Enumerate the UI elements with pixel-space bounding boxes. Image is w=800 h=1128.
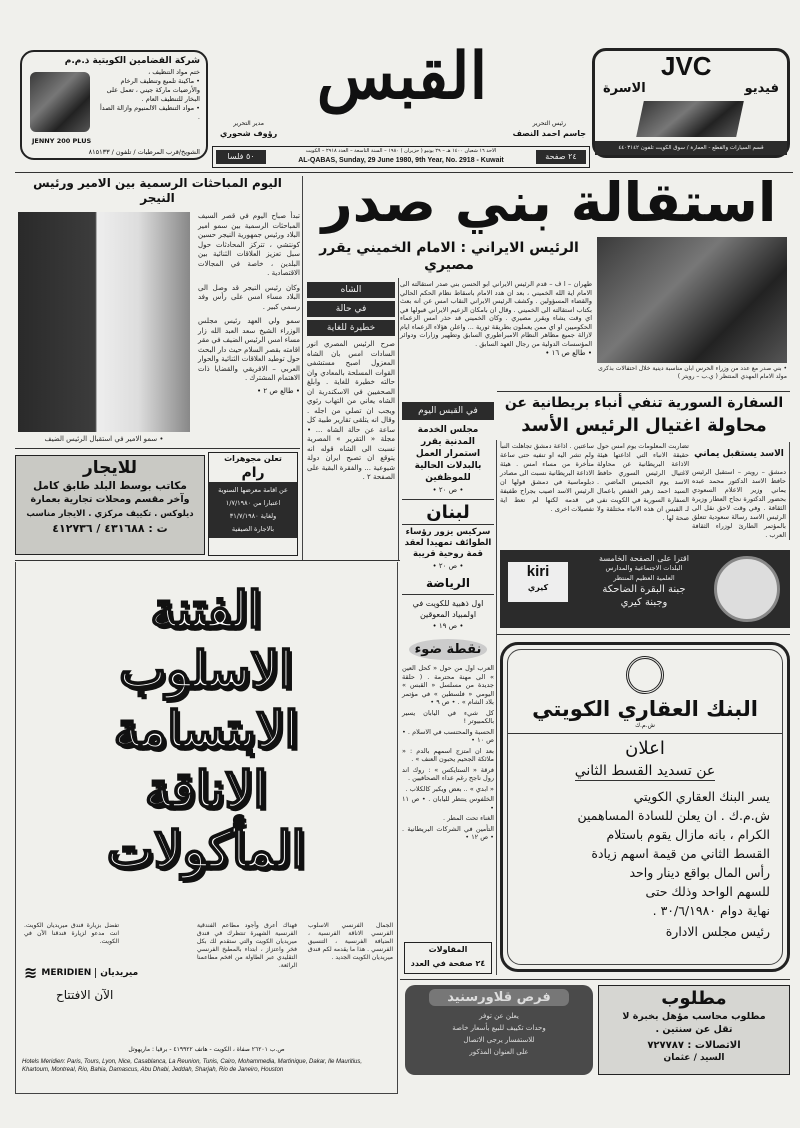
bank-body-line: القسط الثاني من قيمة اسهم زيادة	[591, 846, 770, 861]
wanted-contact: السيد / عثمان	[663, 1053, 725, 1063]
meridien-logo-en: MERIDIEN	[41, 968, 96, 978]
jewelry-line: ولغاية ٣١/٧/١٩٨٠	[229, 512, 277, 520]
cleaning-ad-contact: الشويخ/قرب المرطبات / تلفون / ٨١٥١٣٣	[88, 148, 200, 156]
jewelry-line: بالاجارة الصيفية	[231, 525, 275, 533]
today-item-page[interactable]: • ص ١٩ •	[432, 622, 464, 630]
niger-headline: اليوم المباحثات الرسمية بين الامير ورئيس النيجر	[33, 176, 282, 205]
lead-headline: استقالة بني صدر	[321, 171, 777, 234]
cleaning-ad-line: • ماكينة تلميع وتنظيف الرخام والأرضيات ماركة جيني ، تعمل على البخار للتنظيف العام .	[106, 77, 200, 103]
meridien-address: ص.ب ٢٦٢٠١ صفاة ، الكويت - هاتف ٤١٩٩٢٢ - برقيا : ماريهوتل	[128, 1046, 285, 1053]
bank-body-line: يسر البنك العقاري الكويتي	[633, 789, 770, 804]
meridien-word: الفتنة	[150, 580, 262, 639]
cleaning-ad-line: ختم مواد التنظيف ،	[148, 68, 200, 76]
bank-body-line: ش.م.ك . ان يعلن للسادة المساهمين	[577, 808, 770, 823]
dark-ad-line: يعلن عن توفر	[479, 1012, 519, 1020]
meridien-col3: الجمال الفرنسي الاسلوب الفرنسي الاناقة الفرنسية ، الضيافة الفرنسية ، التنسيق الفرنسي . هذا ما يقدمه لكم فندق ميريديان الكويت الجديد .	[308, 922, 393, 961]
price-badge: ٥٠ فلسا	[216, 150, 266, 164]
niger-photo	[18, 212, 190, 432]
today-column	[402, 402, 494, 844]
jvc-ad	[592, 48, 790, 158]
dark-ad-line: وحدات تكييف للبيع بأسعار خاصة	[452, 1024, 546, 1032]
wanted-ad	[598, 985, 790, 1075]
today-item-page[interactable]: • ص ٢٠ •	[432, 562, 464, 570]
jewelry-ad	[208, 452, 298, 556]
syria-col1: تضاربت المعلومات يوم امس حول حقيقة الانباء التي اذاعتها هيئة الاذاعة البريطانية عن محاولة لاغتيال الرئيس السوري حافظ الاسد يوم الخميس الماضي . السيد احمد زهير الغفص باعمال السفارة السورية في الكويت نفى لـ القبس ان هذه الانباء مختلقة ولا صحة لها .	[597, 442, 689, 522]
date-arabic: الاحد ١٦ شعبان ١٤٠٠ هـ – ٢٩ يونيو ( حزيران ) ١٩٨٠ – السنة التاسعة – العدد ٢٩١٨ – الكويت	[305, 148, 497, 154]
wanted-line: تقل عن سنتين .	[655, 1024, 733, 1035]
cleaning-ad	[20, 50, 208, 160]
contents-pages: ٢٤ صفحة في العدد	[410, 959, 486, 968]
today-item-title: اول ذهبية للكويت في اولمبياد المعوقين	[412, 599, 484, 619]
bank-name: البنك العقاري الكويتي	[532, 697, 758, 721]
wanted-line: مطلوب محاسب مؤهل بخبرة لا	[622, 1011, 766, 1022]
masthead-logo: القبس	[316, 39, 488, 114]
today-item-title: مجلس الخدمة المدنية يقرر استمرار العمل بالبدلات الحالية للموظفين	[414, 425, 482, 483]
kiri-logo-ar: كيري	[527, 583, 549, 592]
meridien-cities: Hotels Meridien: Paris, Tours, Lyon, Nice, Casablanca, La Reunion, Tunis, Cairo, Mohammedia, Martinique, Dakar, Ile Mauritius, Khartoum, Montreal, Rio, Bahia, Damascus, Abu Dhabi, Jeddah, Sharjah, Rio de Janeiro, Houston	[22, 1059, 363, 1073]
lead-body-text: طهران – ا ف – قدم الرئيس الايراني ابو الحسن بني صدر استقالته الى الامام اية الله الخميني ، بعد ان هدد الامام باسقاط نظام الحكم الحالي والقضاء المسؤولين . وكشف الرئيس الايراني النقاب امس عن انه بعث بكتاب استقالته الى الخميني . وقال ان بامكان الزعيم الايراني قبولها في اي وقت يشاء ويقرر مصيري . وكان الخميني قد حذر امس الزعماء الحكوميين او اي ممن يعملون بطريقة ثورية ... واعلن هؤلاء الزعماء ايام لازالة جميع مظاهر النظام الامبراطوري السابق وتطهير وزارات ودوائر المؤسسات الدولية من رجال العهد السابق .	[400, 280, 592, 348]
meridien-col2: فهناك أعرق وأجود مطاعم الفندقية الفرنسية الشهيرة تنتظرك في فندق ميريديان الكويت والتي ستقدم لك بكل فخر واعتزاز ، ابتداء بالمطبخ الفرنسي التقليدي عبر الطاولة من افخم مطاعمنا الرائعة.	[197, 922, 297, 969]
kiri-line: جبنة البقرة الضاحكة	[602, 584, 686, 595]
syria-side	[692, 442, 790, 540]
jvc-right-text: فيديو	[744, 81, 779, 96]
wanted-phone: الاتصالات : ٧٢٧٧٨٧	[647, 1040, 741, 1051]
managing-editor-label: مدير التحرير	[233, 120, 264, 127]
bank-heading: اعلان	[625, 738, 665, 759]
lead-continued[interactable]: • طالع ص ١٦ •	[545, 349, 592, 357]
meridien-word: الاسلوب	[119, 640, 293, 699]
spotlight-item: الحسبة والمحتسب في الاسلام . • ص ١٠ •	[402, 727, 494, 744]
bank-seal-icon	[626, 656, 664, 694]
kiri-line: البلدات الاجتماعية والمدارس	[605, 564, 683, 572]
rent-line: مكاتب بوسط البلد طابق كامل	[33, 480, 187, 492]
editor-name: جاسم احمد النصف	[512, 129, 586, 138]
meridien-word: المأكولات	[106, 820, 306, 879]
spotlight-item: بعد ان امتزج اسمهم بالدم : « ملائكة الجحيم يحبون العنف » .	[402, 746, 494, 763]
kiri-line: اقترا على الصفحة الخامسة	[599, 554, 689, 563]
spotlight-item: التأمين في الشركات البريطانية . • ص ١٢ •	[402, 824, 494, 841]
rent-line: وآخر مقسم ومحلات تجارية بعمارة	[30, 494, 190, 505]
shah-kicker: الشاه	[307, 282, 395, 298]
lead-photo	[597, 237, 787, 363]
syria-side-body: دمشق – رويتر – استقبل الرئيس حافظ الاسد الدكتور محمد عبده يماني وزير الاعلام السعودي بحضور الدكتورة نجاح العطار وزيرة الثقافة . وفي وقت لاحق نقل الى الرئيس الاسد رسالة سعودية تتعلق بالمؤتمر الطارئ لوزراء الثقافة العرب .	[692, 468, 786, 539]
managing-editor-name: رؤوف شحوري	[220, 129, 278, 138]
lead-body	[400, 280, 592, 358]
bank-ad	[500, 642, 790, 972]
dark-ad-title: فرص قلاورسنيد	[429, 989, 569, 1006]
today-label: في القبس اليوم	[402, 402, 494, 420]
jvc-left-text: الاسرة	[603, 81, 646, 96]
syria-headline-2: محاولة اغتيال الرئيس الأسد	[521, 415, 767, 436]
jewelry-title: تعلن مجوهرات	[224, 454, 282, 463]
meridien-word: الابتسامة	[113, 700, 299, 759]
meridien-word: الاناقة	[144, 760, 268, 819]
bank-sub: ش.م.ك	[508, 722, 782, 734]
kiri-line: العلمية العظيم المنتظر	[613, 573, 675, 582]
dark-ad-line: للاستفسار يرجى الاتصال	[463, 1036, 535, 1044]
cleaning-machine-image	[30, 72, 90, 132]
syria-side-title: الاسد يستقبل يماني	[694, 449, 784, 459]
meridien-logo-ar: ميريديان	[100, 968, 139, 978]
shah-body: صرح الرئيس المصري انور السادات امس بان الشاه المعزول اصبح مستشفى القوات المسلحة بالمعادي وان حالته خطيرة للغاية . وابلغ الصحفيين في الاسكندرية ان الشاه يعاني من التهاب رئوي ويجب ان تصلي من اجله . وقال انه يتلقى تقارير طبية كل ساعة عن حالة الشاه ... • مجلة « التقرير » المصرية نسبت الى الشاه قوله انه يتوقع ان تصبح ايران دولة شيوعية ... والفقرة البقية على الصفحة ٢ .	[307, 340, 395, 481]
rent-phones: ت : ٤٣١٦٨٨ / ٤١٢٧٣٦	[52, 522, 168, 535]
today-item-heading: لبنان	[402, 499, 494, 524]
rent-title: للايجار	[82, 458, 138, 478]
bank-signature: رئيس مجلس الادارة	[665, 924, 770, 939]
date-english: AL-QABAS, Sunday, 29 June 1980, 9th Year, No. 2918 - Kuwait	[298, 157, 504, 164]
kiri-line: وجبنة كيري	[620, 597, 668, 608]
meridien-logo-icon: ≋	[24, 963, 38, 982]
laughing-cow-logo	[714, 556, 780, 622]
masthead	[212, 39, 590, 170]
niger-photo-caption: • سمو الامير في استقبال الرئيس الضيف	[44, 435, 164, 443]
bank-body-line: للسهم الواحد وذلك حتى	[645, 884, 770, 899]
pages-badge: ٢٤ صفحة	[536, 150, 586, 164]
jvc-footer: قسم السيارات والقطع - العمارة / سوق الكويت تلفون ٤٤٠٣١٤٢	[595, 141, 787, 155]
spotlight-label: نقطة ضوء	[409, 639, 488, 660]
spotlight-item: كل شيء في اليابان يسير بالكمبيوتر !	[402, 708, 494, 725]
spotlight-item: العرب اول من حول « كحل العين » الى مهنة محترمة . ( حلقة جديدة من مسلسل « القبس » اليومي « فلسطين » في مؤتمر بلاد الشام » . • ص ٩ •	[402, 664, 494, 706]
shah-story	[307, 282, 395, 483]
wanted-title: مطلوب	[661, 988, 727, 1009]
rent-line: ديلوكس . تكييف مركزي . الايجار مناسب	[26, 509, 194, 519]
niger-paragraph: سمو ولي العهد رئيس مجلس الوزراء الشيخ سعد العبد الله زار مساء امس الرئيس الضيف في مقر اقامته بقصر السلام حيث دار البحث حول توطيد العلاقات الثنائية والحوار العربي – الافريقي والقضايا ذات الاهتمام المشترك .	[198, 317, 300, 382]
contents-title: المقاولات	[428, 945, 468, 954]
spotlight-item: الغناء تحت المطر .	[442, 814, 494, 822]
jewelry-line: اعتبارا من ١/٧/١٩٨٠	[225, 499, 281, 507]
cleaning-ad-title: شركة القضامين الكويتية ذ.م.م	[64, 56, 200, 66]
niger-paragraph: وكان رئيس النيجر قد وصل الى البلاد مساء امس على رأس وفد رسمي كبير .	[198, 283, 300, 311]
spotlight-item: الخلفوس ينتظر لليابان . • ص ١١ •	[402, 795, 494, 812]
cleaning-ad-line: • مواد التنظيف الالمنيوم وازالة الصدأ .	[100, 104, 200, 121]
meridien-ad	[15, 562, 398, 1094]
bank-body-line: نهاية دوام ٣٠/٦/١٩٨٠ .	[652, 903, 770, 918]
editor-label: رئيس التحرير	[532, 120, 566, 127]
shah-kicker: في حالة	[307, 301, 395, 317]
bank-subheading: عن تسديد القسط الثاني	[574, 763, 716, 779]
lead-photo-caption: • بني صدر مع عدد من وزراء الحرس ابان مناسبة دينية خلال احتفالات بذكرى مولد الامام المهدي المنتظر ( ي.ب – رويتر )	[598, 365, 787, 380]
contents-box	[404, 942, 492, 974]
kiri-ad	[500, 550, 790, 628]
niger-story	[15, 176, 300, 446]
dark-bottom-ad	[405, 985, 593, 1075]
jewelry-line: عن اقامة معرضها السنوية	[218, 486, 288, 494]
cleaning-ad-model: JENNY 200 PLUS	[32, 137, 92, 145]
meridien-opening: الآن الافتتاح	[56, 988, 114, 1002]
shah-kicker: خطيرة للغاية	[307, 320, 395, 336]
spotlight-item: فرقة « الستايكس » : روك اند رول ناجح رغم عداء الصحافيين .	[402, 765, 494, 782]
bank-body-line: رأس المال بواقع دينار واحد	[629, 865, 770, 880]
kiri-logo: kiri	[526, 563, 550, 580]
jvc-logo: JVC	[661, 51, 712, 81]
bank-body-line: الكرام ، بانه مازال يقوم باستلام	[606, 827, 770, 842]
today-item-heading: الرياضة	[402, 576, 494, 595]
syria-col2: ساعتين . اذاعة دمشق تجاهلت النبأ ولم تشر اليه او تنفيه حتى ساعة متأخرة من مساء امس . هيئة الاذاعة البريطانية نسبت الى مصادر دبلوماسية في دمشق قولها ان الرئيس الاسد اصيب بجراح طفيفة في قدمه لكنها لم تعط اية تفصيلات اخرى .	[500, 442, 594, 513]
today-item-page[interactable]: • ص ٢٠ •	[432, 486, 464, 494]
dark-ad-line: على العنوان المذكور	[469, 1048, 529, 1056]
meridien-col1: تفضل بزيارة فندق ميريديان الكويت. انت مدعو لزيارة فندقنا الآن في الكويت.	[24, 922, 119, 945]
rent-ad	[15, 455, 205, 555]
syria-headline-1: السفارة السورية تنفي أنباء بريطانية عن	[504, 395, 784, 411]
niger-paragraph: تبدأ صباح اليوم في قصر السيف المباحثات الرسمية بين سمو امير البلاد ورئيس جمهورية النيجر حسين كونتشي ، تتركز المحادثات حول سبل تعزيز العلاقات الثنائية بين البلدين ، خاصة في المجالات الاقتصادية .	[198, 212, 300, 277]
video-recorder-image	[636, 101, 744, 137]
date-strip	[212, 146, 590, 168]
spotlight-item: « ابدي » .. بعض ويكبر كالكلاب .	[405, 784, 494, 793]
niger-continued[interactable]: • طالع ص ٢ •	[257, 386, 300, 395]
lead-subheadline: الرئيس الايراني : الامام الخميني يقرر مصيري	[319, 240, 579, 273]
jewelry-brand: رام	[241, 465, 265, 481]
today-item-title: سركيس يزور رؤساء الطوائف تمهيدا لعقد قمة روحية قريبة	[402, 524, 494, 560]
